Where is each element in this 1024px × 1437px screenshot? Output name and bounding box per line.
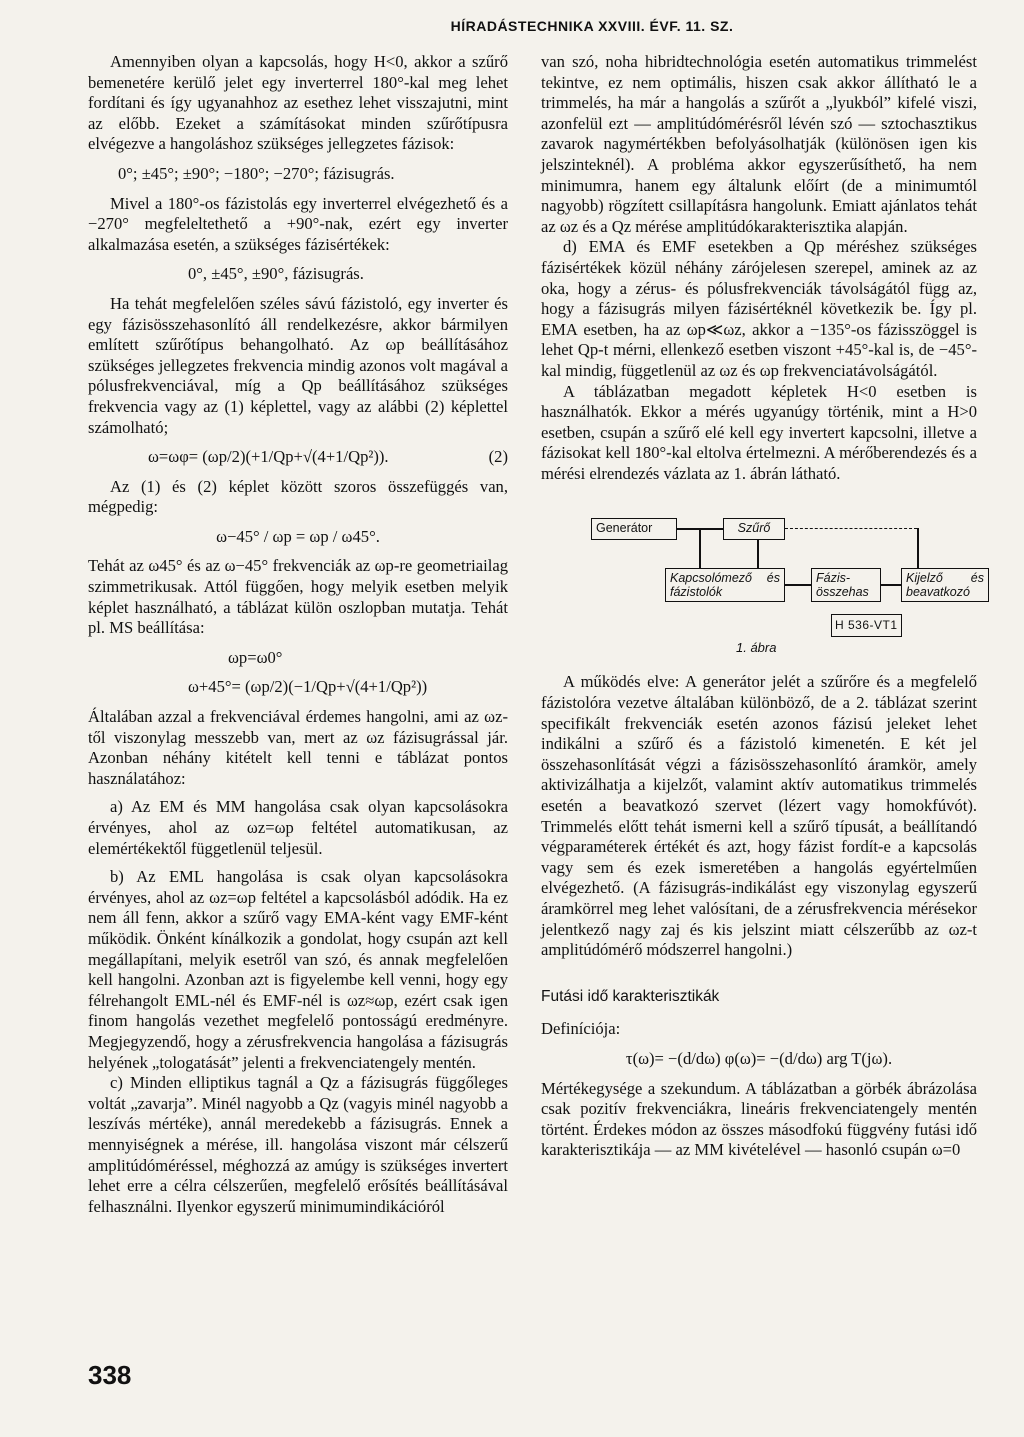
running-header: HÍRADÁSTECHNIKA XXVIII. ÉVF. 11. SZ. (450, 18, 734, 34)
equation: 0°; ±45°; ±90°; −180°; −270°; fázisugrás. (118, 163, 395, 183)
connector-line (785, 584, 811, 586)
paragraph: A működés elve: A generátor jelét a szűrőre és a megfelelő fázistolóra vezetve általában különböző, de a 2. táblázat szerint specifikált frekvenciák esetén azonos fázisú jeleket lehet indikálni a szűrő és a fázistoló kimenetén. E két jel összehasonlítását végzi a fázisösszehasonlító áramkör, amely aktivizálhatja a kijelzőt, valamint aktív automatikus trimmelés esetén a beavatkozó szervet (lézert vagy homokfúvót). Trimmelés előtt tehát ismerni kell a szűrő típusát, a beállítandó végparaméterek értékét és azt, hogy fázist fordít-e a kapcsolás vagy sem és ezek ismeretében a hangolás egyértelműen elvégezhető. (A fázisugrás-indikálást egy viszonylag egyszerű áramkörrel meg lehet valósítani, de a zérusfrekvencia mérésekor jelentkező nagy zaj és kis jelszint miatt célszerűbb az ωz-t amplitúdómérő módszerrel hangolni.) (541, 672, 977, 960)
generator-block: Generátor (591, 518, 677, 540)
figure-tag: H 536-VT1 (831, 614, 902, 637)
paragraph: Mivel a 180°-os fázistolás egy inverterrel elvégezhető és a −270° megfeleltethető a +90°-nak, ezért egy inverter alkalmazása esetén, a szükséges fázisértékek: (88, 193, 508, 254)
paragraph-c: c) Minden elliptikus tagnál a Qz a fázisugrás függőleges voltát „zavarja”. Minél nagyobb a Qz (vagyis minél nagyobb a leszívás mértéke), annál meredekebb a fázisugrás. Ennek a mennyiségnek a mérése, ill. hangolása viszont már célszerű amplitúdóméréssel, méghozzá az amúgy is szükséges invertert lehet erre a célra célszerűen, megfelelő erősítés beállításával felhasználni. Ilyenkor egyszerű minimumindikációról (88, 1073, 508, 1216)
equation: ωp=ω0° (228, 647, 283, 667)
connector-line (699, 528, 701, 568)
equation-number: (2) (488, 447, 508, 467)
paragraph-a: a) Az EM és MM hangolása csak olyan kapcsolásokra érvényes, ahol az ωz=ωp feltétel automatikusan, az elemértékektől függetlenül teljesül. (88, 797, 508, 858)
paragraph: Mértékegysége a szekundum. A táblázatban a görbék ábrázolása csak pozitív frekvenciákra, lineáris frekvenciatengely mentén történt. Érdekes módon az összes másodfokú függvény futási idő karakterisztikája — az MM kivételével — hasonló csupán ω=0 (541, 1078, 977, 1160)
paragraph: van szó, noha hibridtechnológia esetén automatikus trimmelést tekintve, ez nem optimális, hiszen csak akkor állítható le a trimmelés, ha már a hangolás a szűrőt a „lyukból” kifelé viszi, azonfelül ezt — amplitúdómérésről lévén szó — sztochasztikus zavarok nagymértékben befolyásolhatják (különösen igen kis jelszinteknél). A probléma akkor egyszerűsíthető, ha nem minimumra, hanem egy általunk előírt (de a minimumtól nagyobb) rögzített csillapításra hangolunk. Emiatt ajánlatos tehát az ωz és a Qz mérése amplitúdókarakterisztika alapján. (541, 52, 977, 236)
switch-phase-block: Kapcsolómező és fázistolók (665, 568, 785, 602)
block-diagram (541, 510, 984, 660)
display-actuator-block: Kijelző és beavatkozó (901, 568, 989, 602)
connector-line (881, 584, 901, 586)
paragraph: Amennyiben olyan a kapcsolás, hogy H<0, akkor a szűrő bemenetére kerülő jelet egy inverterrel 180°-kal meg lehet fordítani és így ugyanahhoz az esethez lehet visszajutni, mint az előbb. Ezeket a számításokat minden szűrőtípusra elvégezve a hangoláshoz szükséges jellegzetes fázisok: (88, 52, 508, 154)
section-heading: Futási idő karakterisztikák (541, 987, 720, 1005)
phase-compare-block: Fázis-összehas (811, 568, 881, 602)
equation: ω+45°= (ωp/2)(−1/Qp+√(4+1/Qp²)) (188, 677, 428, 697)
paragraph: Általában azzal a frekvenciával érdemes hangolni, ami az ωz-től viszonylag messzebb van, mert az ωz fázisugrással jár. Azonban néhány kitételt kell tenni e táblázat pontos használatához: (88, 707, 508, 788)
equation-body: ω=ωφ= (ωp/2)(+1/Qp+√(4+1/Qp²)). (148, 447, 389, 467)
paragraph-b: b) Az EML hangolása is csak olyan kapcsolásokra érvényes, ahol az ωz=ωp feltétel a kapcsolásból adódik. Ha ez nem áll fenn, akkor a szűrő vagy EMA-ként vagy EMF-ként működik. Önként kínálkozik a gondolat, hogy csupán azt kell megállapítani, melyik esetről van szó, és annak megfelelően kell hangolni. Azonban azt is figyelembe kell venni, hogy egy félrehangolt EML-nél és EMF-nél is ωz≈ωp, ezért csak igen finom hangolás vezethet megfelelő pontosságú eredményre. Megjegyzendő, hogy a zérusfrekvencia hangolása a fázisugrás helyének „tologatását” jelenti a frekvenciatengely mentén. (88, 867, 508, 1072)
paragraph-d: d) EMA és EMF esetekben a Qp méréshez szükséges fázisértékek közül néhány zárójelesen szerepel, aminek az az oka, hogy a zérus- és pólusfrekvenciák távolságától függ az, hogy a fázisugrás milyen fázisértéknél következik be. Így pl. EMA esetben, ha az ωp≪ωz, akkor a −135°-os fázisszöggel is lehet Qp-t mérni, ellenkező esetben viszont +45°-kal is, de −45°-kal mindig, függetlenül az ωz és ωp frekvenciatávolságától. (541, 237, 977, 380)
equation-2 (88, 447, 508, 468)
equation: 0°, ±45°, ±90°, fázisugrás. (188, 264, 364, 284)
paragraph: Az (1) és (2) képlet között szoros összefüggés van, mégpedig: (88, 476, 508, 517)
figure-caption: 1. ábra (736, 640, 777, 656)
equation: τ(ω)= −(d/dω) φ(ω)= −(d/dω) arg T(jω). (625, 1048, 893, 1068)
left-column (88, 52, 508, 1217)
paragraph: Tehát az ω45° és az ω−45° frekvenciák az ωp-re geometriailag szimmetrikusak. Attól függően, hogy melyik esetben melyik képlet használható, a táblázat külön oszlopban mutatja. Tehát pl. MS beállítása: (88, 556, 508, 638)
connector-line (757, 540, 759, 568)
paragraph: Ha tehát megfelelően széles sávú fázistoló, egy inverter és egy fázisösszehasonlító áll rendelkezésre, akkor bármilyen említett szűrőtípus behangolható. Az ωp beállításához szükséges jellegzetes frekvencia mindig azonos volt magával a pólusfrekvenciával, míg a Qp beállításához szükséges frekvencia vagy az (1) képlettel, vagy az alábbi (2) képlettel számolható; (88, 293, 508, 437)
filter-block: Szűrő (723, 518, 785, 540)
equation: ω−45° / ωp = ωp / ω45°. (216, 526, 380, 546)
right-column (541, 52, 984, 1161)
definition-label: Definíciója: (541, 1019, 621, 1039)
dashed-line (785, 528, 917, 529)
page-number: 338 (88, 1360, 132, 1390)
paragraph: A táblázatban megadott képletek H<0 esetben is használhatók. Ekkor a mérés ugyanúgy történik, mint a H>0 esetben, csupán a szűrő elé kell egy invertert kapcsolni, illetve a fázisokat kell 180°-kal eltolva értelmezni. A mérőberendezés és a mérési elrendezés vázlata az 1. ábrán látható. (541, 381, 977, 483)
